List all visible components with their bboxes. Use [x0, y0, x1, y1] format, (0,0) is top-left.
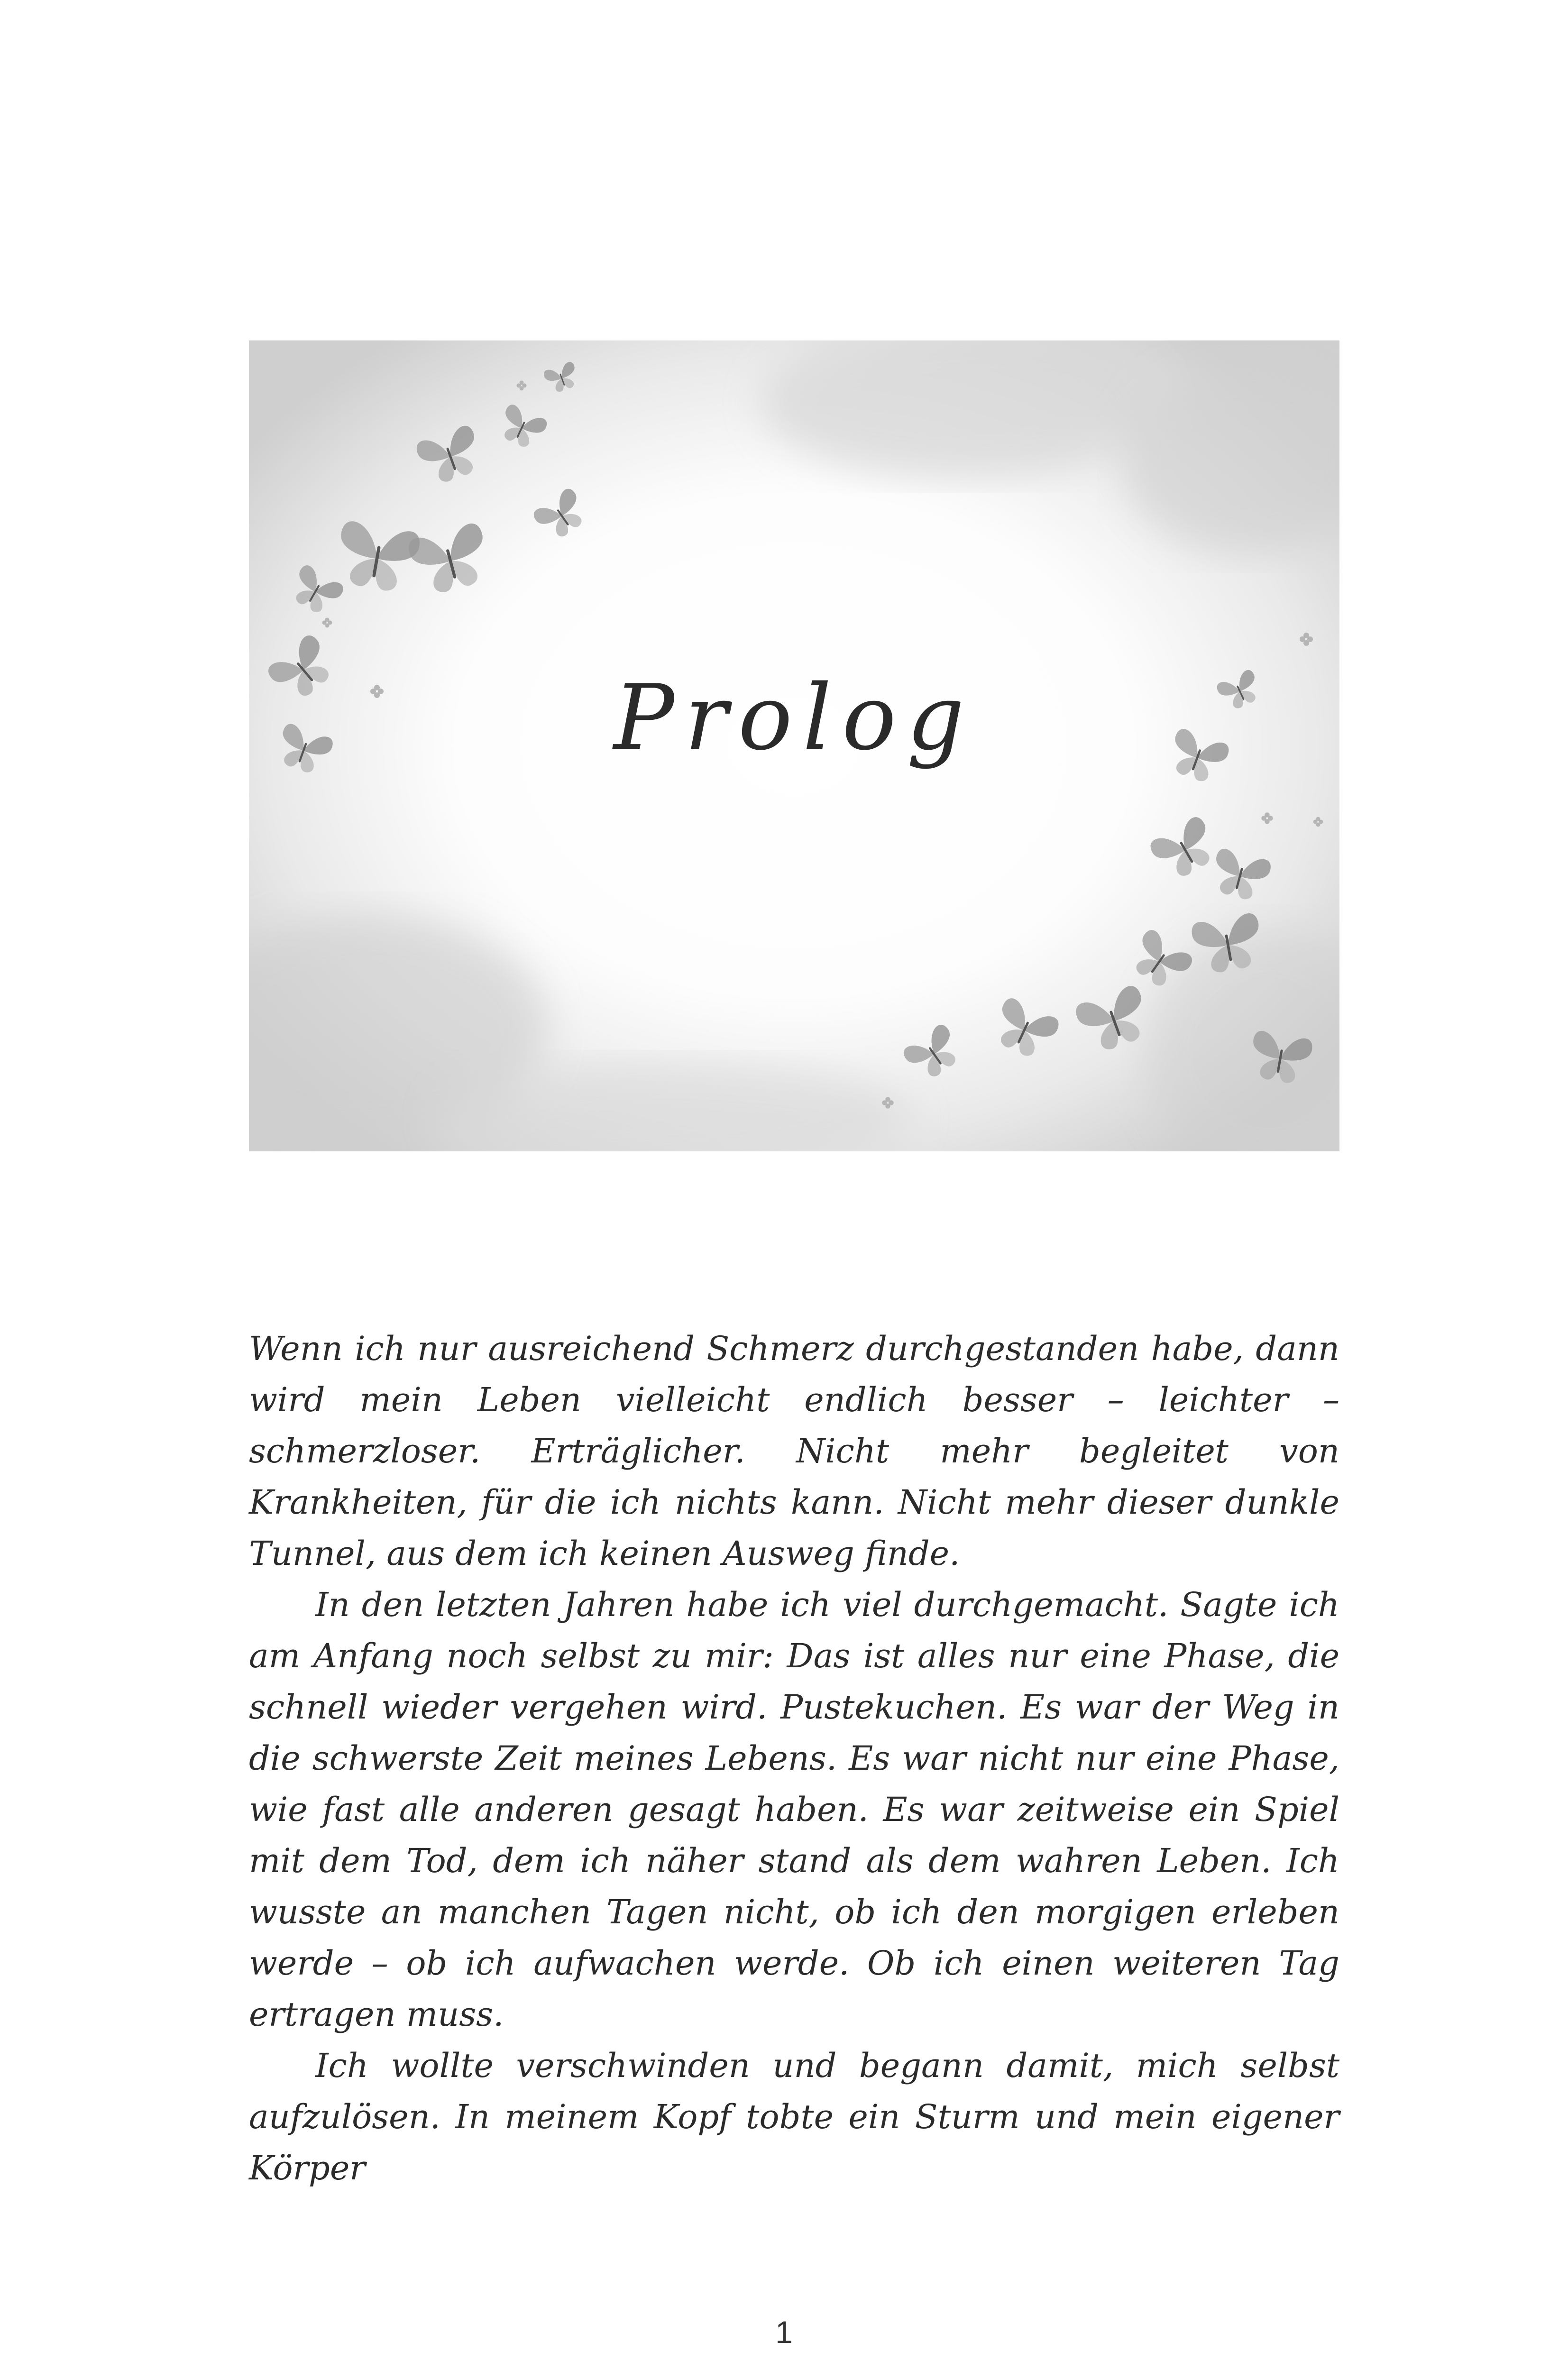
chapter-title: Prolog: [614, 665, 975, 770]
paragraph: Ich wollte verschwinden und begann damit, mich selbst aufzulösen. In meinem Kopf tobte ein Sturm und mein eigener Körper: [249, 2046, 1339, 2187]
page-number: 1: [775, 2315, 793, 2350]
chapter-banner: [249, 340, 1339, 1151]
paragraph: Wenn ich nur ausreichend Schmerz durchgestanden habe, dann wird mein Leben vielleicht endlich besser – leichter – schmerzloser. Erträglicher. Nicht mehr begleitet von Krankheiten, für die ich nichts kann. Nicht mehr dieser dunkle Tunnel, aus dem ich keinen Ausweg finde.: [249, 1329, 1339, 1573]
body-text: [249, 1323, 1339, 2194]
paragraph: In den letzten Jahren habe ich viel durchgemacht. Sagte ich am Anfang noch selbst zu mir: Das ist alles nur eine Phase, die schnell wieder vergehen wird. Pustekuchen. Es war der Weg in die schwerste Zeit meines Lebens. Es war nicht nur eine Phase, wie fast alle anderen gesagt haben. Es war zeitweise ein Spiel mit dem Tod, dem ich näher stand als dem wahren Leben. Ich wusste an manchen Tagen nicht, ob ich den morgigen erleben werde – ob ich aufwachen werde. Ob ich einen weiteren Tag ertragen muss.: [249, 1585, 1339, 2034]
